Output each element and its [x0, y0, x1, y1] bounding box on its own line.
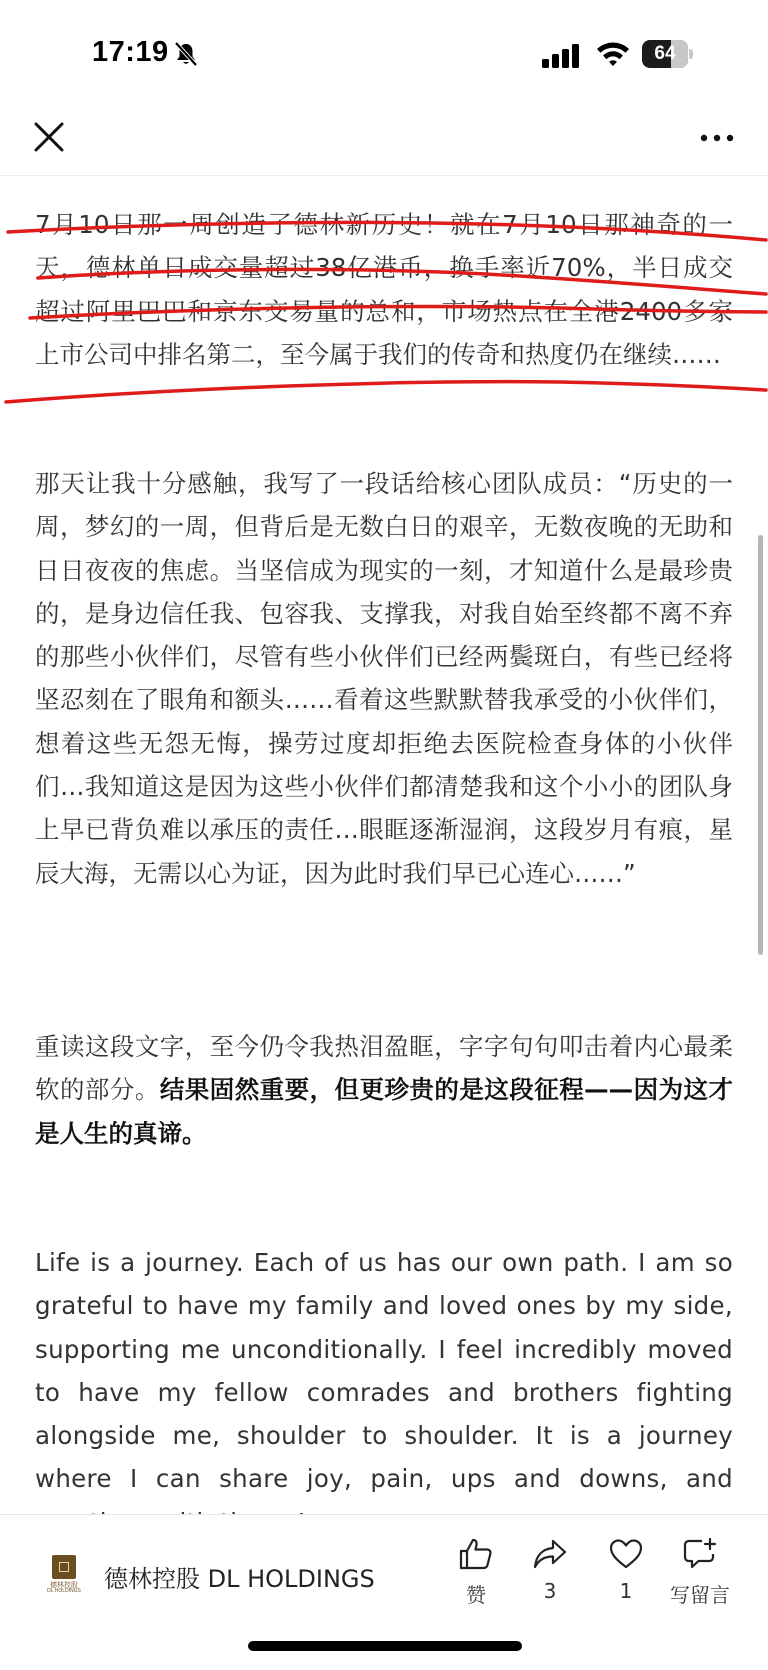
logo-mark: [52, 1555, 76, 1579]
comment-plus-icon: [682, 1537, 718, 1571]
like-label: 赞: [466, 1583, 486, 1607]
home-indicator: [248, 1641, 522, 1651]
article-paragraph-3: [35, 1025, 733, 1155]
write-comment-label: 写留言: [670, 1583, 730, 1607]
scrollbar[interactable]: [758, 535, 763, 955]
logo-text-cn: 德林控股: [50, 1581, 78, 1589]
more-dots-icon[interactable]: [696, 126, 740, 150]
heart-icon: [608, 1537, 644, 1571]
like-button[interactable]: [440, 1537, 512, 1617]
favorite-count: 1: [619, 1579, 633, 1603]
article-paragraph-4-english: Life is a journey. Each of us has our own path. I am so grateful to have my family and loved ones by my side, supporting me unconditionally. I feel incredibly moved to have my fellow comrades and brothers fighting alongside me, shoulder to shoulder. It is a journey where I can share joy, pain, ups and downs, and: [35, 1248, 733, 1494]
account-name[interactable]: 德林控股 DL HOLDINGS: [104, 1565, 375, 1593]
battery-icon: [642, 40, 694, 68]
thumbs-up-icon: [458, 1537, 494, 1571]
paragraph-3-bold-text: 结果固然重要，但更珍贵的是这段征程——因为这才是人生的真谛。: [35, 1075, 734, 1148]
cellular-signal-icon: [542, 44, 582, 68]
account-logo[interactable]: [44, 1555, 84, 1595]
nav-bar: [0, 110, 768, 176]
paragraph-3-text: 重读这段文字，至今仍令我热泪盈眶，字字句句叩击着内心最柔软的部分。: [35, 1032, 733, 1105]
status-bar: [0, 0, 768, 110]
share-count: 3: [543, 1579, 557, 1603]
status-time: 17:19: [92, 36, 169, 68]
battery-level: [642, 40, 688, 68]
logo-text-en: DL HOLDINGS: [47, 1588, 81, 1594]
battery-nub: [689, 49, 693, 59]
share-arrow-icon: [532, 1537, 568, 1571]
bell-slash-icon: [172, 40, 200, 68]
article-paragraph-1: 7月10日那一周创造了德林新历史！就在7月10日那神奇的一天，德林单日成交量超过38亿港币，换手率近70%，半日成交超过阿里巴巴和京东交易量的总和，市场热点在全港2400多家上市公司中排名第二，至今属于我们的传奇和热度仍在继续……: [35, 210, 733, 369]
close-icon[interactable]: [32, 120, 68, 156]
battery-percentage: 64: [654, 43, 676, 64]
favorite-button[interactable]: [590, 1537, 662, 1617]
share-button[interactable]: [514, 1537, 586, 1617]
write-comment-button[interactable]: [664, 1537, 736, 1617]
red-underline-4: [6, 382, 766, 402]
wifi-icon: [596, 40, 630, 68]
article-paragraph-2: 那天让我十分感触，我写了一段话给核心团队成员：“历史的一周，梦幻的一周，但背后是无数白日的艰辛，无数夜晚的无助和日日夜夜的焦虑。当坚信成为现实的一刻，才知道什么是最珍贵的，是身边信任我、包容我、支撑我，对我自始至终都不离不弃的那些小伙伴们，尽管有些小伙伴们已经两鬓斑白，有些已经将坚忍刻在了眼角和额头……看着这些默默替我承受的小伙伴们，想着这些无怨无悔，操劳过度却拒绝去医院检查身体的小伙伴们…我知道这是因为这些小伙伴们都清楚我和这个小小的团队身上早已背负难以承压的责任…眼眶逐渐湿润，这段岁月有痕，星辰大海，无需以心为证，因为此时我们早已心连心……”: [35, 469, 733, 888]
